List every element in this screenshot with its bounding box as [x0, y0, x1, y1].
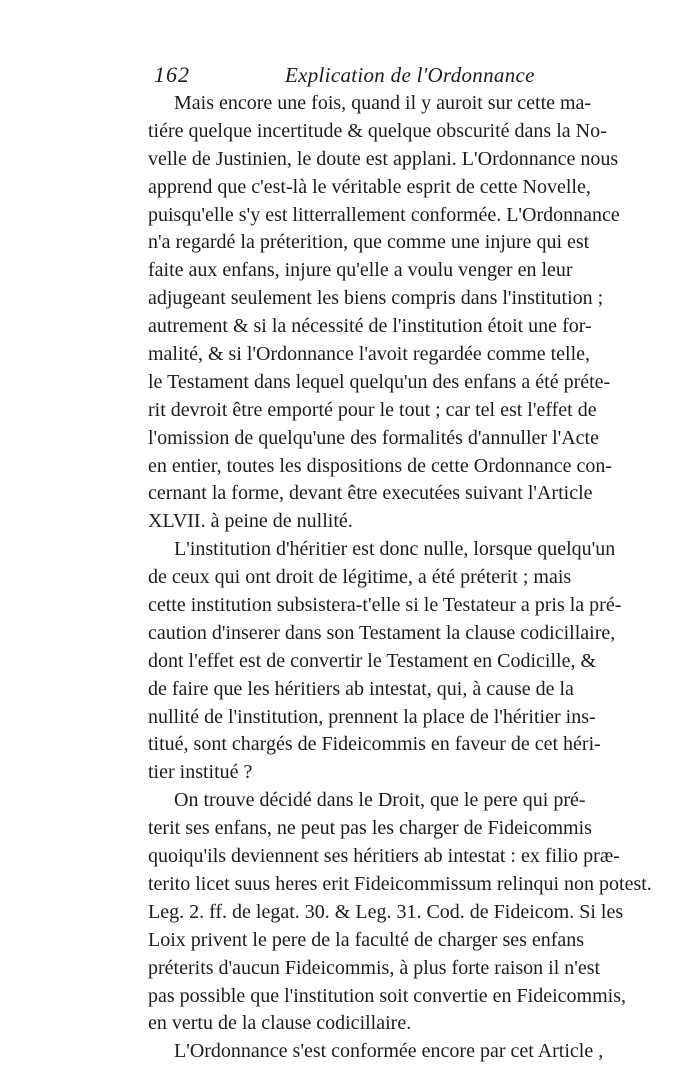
- text-line: en entier, toutes les dispositions de cette Ordonnance con-: [148, 454, 613, 477]
- paragraph: [148, 787, 652, 1038]
- text-line: L'institution d'héritier est donc nulle, lorsque quelqu'un: [174, 538, 616, 561]
- text-line: terito licet suus heres erit Fideicommissum relinqui non potest.: [148, 872, 652, 895]
- text-line: rit devroit être emporté pour le tout ; car tel est l'effet de: [148, 398, 597, 421]
- text-line: adjugeant seulement les biens compris dans l'institution ;: [148, 287, 604, 310]
- running-title: Explication de l'Ordonnance: [285, 63, 535, 87]
- text-line: titué, sont chargés de Fideicommis en faveur de cet héri-: [148, 733, 601, 756]
- text-line: cernant la forme, devant être executées suivant l'Article: [148, 482, 593, 505]
- text-line: l'omission de quelqu'une des formalités d'annuller l'Acte: [148, 426, 599, 449]
- text-line: puisqu'elle s'y est litterrallement conformée. L'Ordonnance: [148, 203, 620, 226]
- text-line: pas possible que l'institution soit convertie en Fideicommis,: [148, 984, 626, 1007]
- text-line: L'Ordonnance s'est conformée encore par cet Article ,: [174, 1040, 604, 1063]
- text-line: On trouve décidé dans le Droit, que le pere qui pré-: [174, 789, 586, 812]
- text-line: caution d'inserer dans son Testament la clause codicillaire,: [148, 621, 616, 644]
- text-line: tiére quelque incertitude & quelque obscurité dans la No-: [148, 119, 607, 142]
- text-line: de ceux qui ont droit de légitime, a été préterit ; mais: [148, 566, 572, 589]
- text-line: tier institué ?: [148, 761, 253, 784]
- text-line: malité, & si l'Ordonnance l'avoit regardée comme telle,: [148, 343, 591, 366]
- paragraph: [148, 1038, 604, 1066]
- paragraph: [148, 90, 620, 536]
- text-line: velle de Justinien, le doute est applani. L'Ordonnance nous: [148, 147, 619, 170]
- body-text: [148, 90, 652, 1066]
- text-line: cette institution subsistera-t'elle si le Testateur a pris la pré-: [148, 594, 622, 617]
- text-line: Mais encore une fois, quand il y auroit sur cette ma-: [174, 92, 592, 114]
- text-line: dont l'effet est de convertir le Testament en Codicille, &: [148, 649, 596, 672]
- text-line: terit ses enfans, ne peut pas les charger de Fideicommis: [148, 817, 592, 840]
- paragraph: [148, 536, 622, 787]
- text-line: Leg. 2. ff. de legat. 30. & Leg. 31. Cod. de Fideicom. Si les: [148, 900, 624, 923]
- text-line: autrement & si la nécessité de l'institution étoit une for-: [148, 315, 592, 338]
- text-line: apprend que c'est-là le véritable esprit de cette Novelle,: [148, 175, 591, 198]
- text-line: nullité de l'institution, prennent la place de l'héritier ins-: [148, 705, 596, 728]
- text-line: quoiqu'ils deviennent ses héritiers ab intestat : ex filio præ-: [148, 845, 620, 868]
- text-line: préterits d'aucun Fideicommis, à plus forte raison il n'est: [148, 956, 601, 979]
- text-line: en vertu de la clause codicillaire.: [148, 1012, 412, 1035]
- text-line: XLVII. à peine de nullité.: [148, 510, 353, 533]
- text-line: n'a regardé la préterition, que comme une injure qui est: [148, 231, 590, 254]
- text-line: de faire que les héritiers ab intestat, qui, à cause de la: [148, 677, 574, 700]
- page-number: 162: [154, 62, 190, 87]
- text-line: faite aux enfans, injure qu'elle a voulu venger en leur: [148, 259, 573, 282]
- text-line: Loix privent le pere de la faculté de charger ses enfans: [148, 928, 585, 951]
- text-line: le Testament dans lequel quelqu'un des enfans a été préte-: [148, 370, 611, 393]
